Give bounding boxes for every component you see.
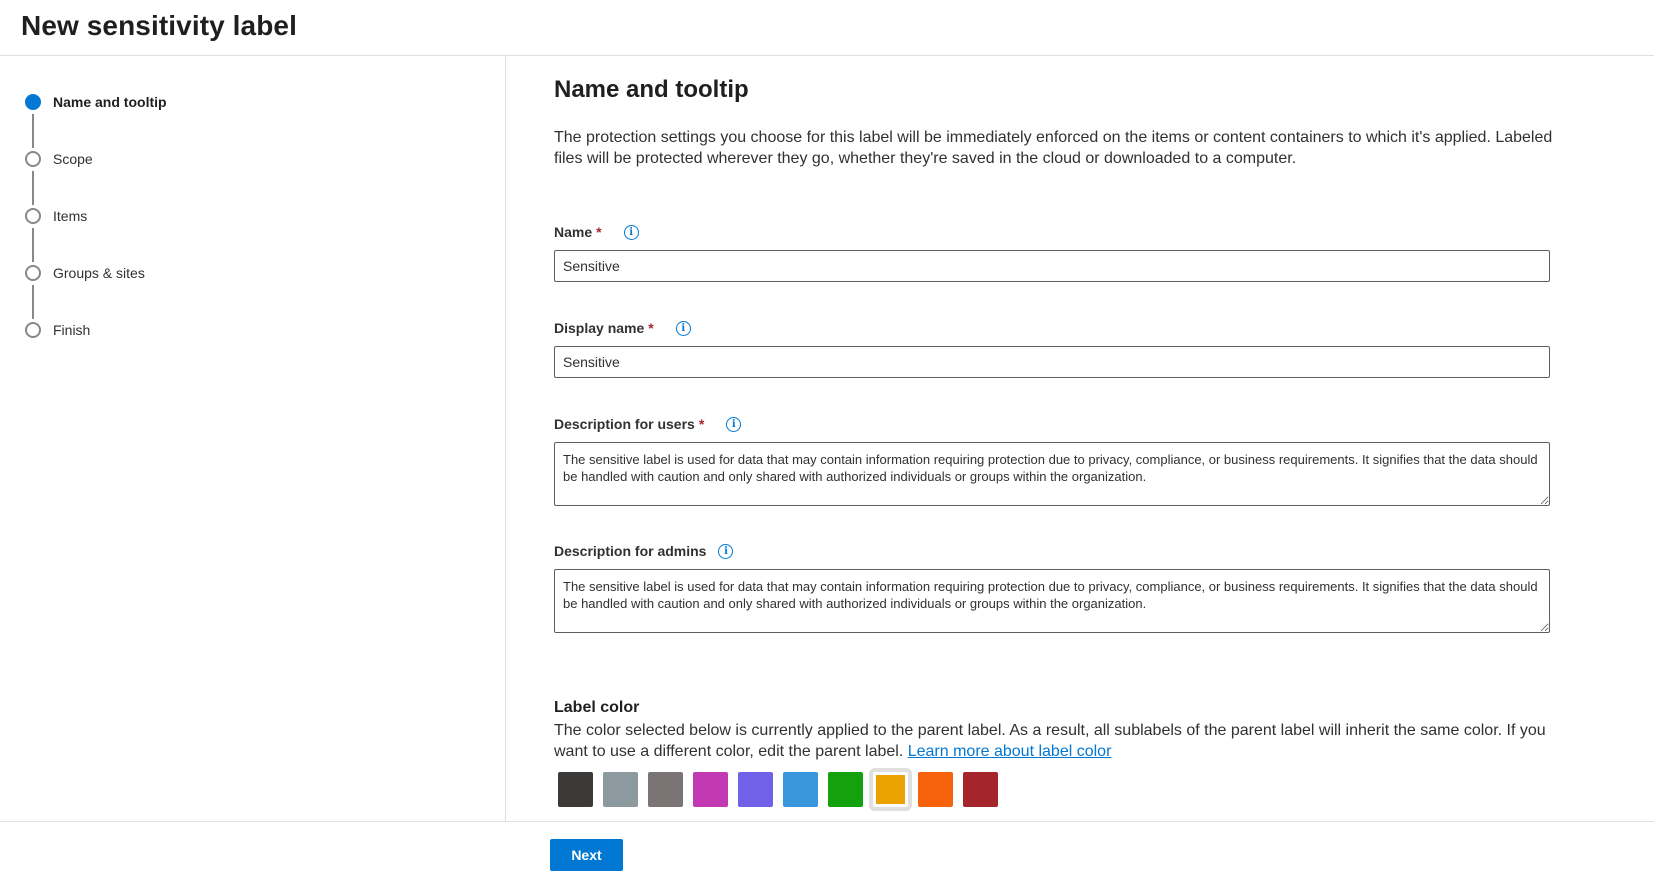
step-pending-icon bbox=[25, 265, 41, 281]
color-swatch[interactable] bbox=[918, 772, 953, 807]
wizard-step-name-and-tooltip[interactable] bbox=[25, 92, 167, 112]
wizard-step-scope[interactable] bbox=[25, 149, 93, 169]
wizard-step-label: Groups & sites bbox=[53, 265, 145, 281]
step-connector bbox=[32, 285, 34, 319]
color-swatch[interactable] bbox=[783, 772, 818, 807]
color-swatch[interactable] bbox=[873, 772, 908, 807]
color-swatch[interactable] bbox=[693, 772, 728, 807]
step-connector bbox=[32, 114, 34, 148]
info-icon[interactable]: i bbox=[726, 417, 741, 432]
description-admins-textarea[interactable] bbox=[554, 569, 1550, 633]
color-swatch[interactable] bbox=[558, 772, 593, 807]
page-title: New sensitivity label bbox=[21, 10, 297, 41]
wizard-step-groups-sites[interactable] bbox=[25, 263, 145, 283]
wizard-step-label: Scope bbox=[53, 151, 93, 167]
page-header bbox=[0, 0, 1654, 56]
wizard-sidebar bbox=[0, 56, 506, 821]
wizard-step-label: Name and tooltip bbox=[53, 94, 167, 110]
step-current-icon bbox=[25, 94, 41, 110]
step-connector bbox=[32, 228, 34, 262]
display-name-field-label: Display name * i bbox=[554, 320, 691, 336]
section-heading: Name and tooltip bbox=[554, 76, 749, 103]
step-connector bbox=[32, 171, 34, 205]
color-swatch[interactable] bbox=[828, 772, 863, 807]
wizard-step-items[interactable] bbox=[25, 206, 87, 226]
description-users-field-label: Description for users * i bbox=[554, 416, 741, 432]
next-button[interactable]: Next bbox=[550, 839, 623, 871]
required-marker: * bbox=[648, 320, 654, 336]
label-color-description: The color selected below is currently applied to the parent label. As a result, all sublabels of the parent label will inherit the same color. If you want to use a different color, edit the parent label. Learn more about label color bbox=[554, 722, 1546, 760]
wizard-step-label: Finish bbox=[53, 322, 91, 338]
intro-text: The protection settings you choose for this label will be immediately enforced on the items or content containers to which it's applied. Labeled files will be protected wherever they go, whether they're saved in the cloud or downloaded to a computer. bbox=[554, 129, 1553, 167]
label-color-heading: Label color bbox=[554, 699, 640, 716]
learn-more-link[interactable]: Learn more about label color bbox=[907, 743, 1112, 760]
wizard-step-finish[interactable] bbox=[25, 320, 90, 340]
wizard-footer bbox=[0, 821, 1654, 880]
name-field-label: Name * i bbox=[554, 224, 639, 240]
description-users-textarea[interactable] bbox=[554, 442, 1550, 506]
step-pending-icon bbox=[25, 208, 41, 224]
name-input[interactable] bbox=[554, 250, 1550, 282]
color-swatch[interactable] bbox=[603, 772, 638, 807]
display-name-input[interactable] bbox=[554, 346, 1550, 378]
info-icon[interactable]: i bbox=[718, 544, 733, 559]
color-swatch[interactable] bbox=[738, 772, 773, 807]
color-swatch[interactable] bbox=[963, 772, 998, 807]
color-swatch-row bbox=[558, 772, 998, 807]
step-pending-icon bbox=[25, 322, 41, 338]
info-icon[interactable]: i bbox=[676, 321, 691, 336]
required-marker: * bbox=[698, 416, 705, 432]
step-pending-icon bbox=[25, 151, 41, 167]
required-marker: * bbox=[596, 224, 602, 240]
color-swatch[interactable] bbox=[648, 772, 683, 807]
description-admins-field-label: Description for admins i bbox=[554, 543, 733, 559]
info-icon[interactable]: i bbox=[624, 225, 639, 240]
wizard-step-label: Items bbox=[53, 208, 88, 224]
